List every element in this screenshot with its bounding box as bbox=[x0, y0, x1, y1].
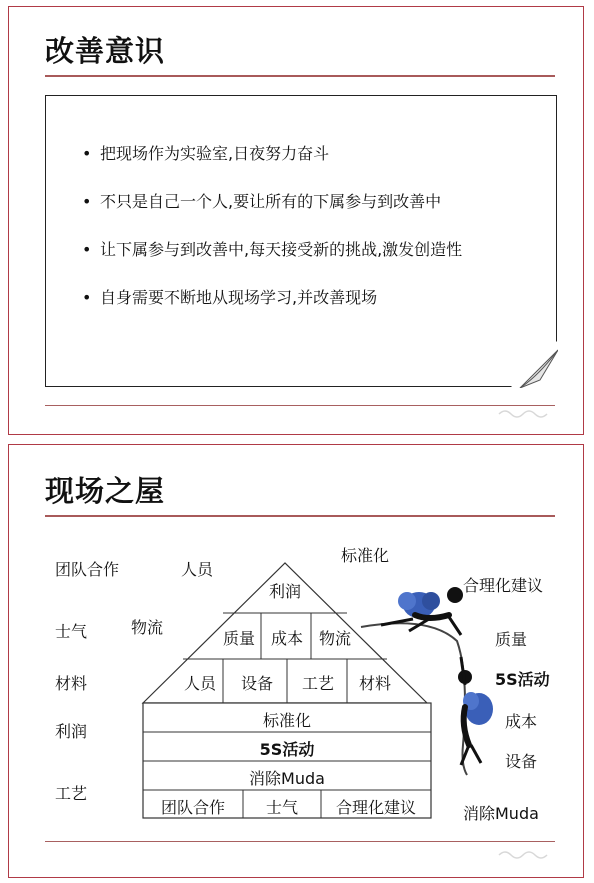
float-label: 物流 bbox=[131, 618, 164, 637]
float-label: 设备 bbox=[505, 752, 538, 771]
house-row-label: 标准化 bbox=[262, 711, 311, 730]
float-label: 5S活动 bbox=[495, 670, 550, 689]
bullet-item: • 不只是自己一个人,要让所有的下属参与到改善中 bbox=[82, 190, 462, 238]
float-label: 质量 bbox=[495, 630, 528, 649]
float-label: 利润 bbox=[55, 722, 88, 741]
roof-cell-label: 工艺 bbox=[301, 674, 334, 693]
house-row-label: 5S活动 bbox=[259, 740, 315, 759]
house-base-label: 合理化建议 bbox=[335, 798, 416, 817]
footer-rule bbox=[45, 841, 555, 842]
bullet-dot-icon: • bbox=[82, 288, 92, 307]
watermark-scribble-icon bbox=[497, 404, 557, 422]
title-rule bbox=[45, 75, 555, 77]
float-label: 标准化 bbox=[341, 546, 390, 565]
float-label: 消除Muda bbox=[463, 804, 539, 823]
slide-title: 现场之屋 bbox=[45, 474, 166, 508]
bullet-item: • 自身需要不断地从现场学习,并改善现场 bbox=[82, 286, 462, 334]
roof-cell-label: 质量 bbox=[222, 629, 255, 648]
float-label: 材料 bbox=[55, 674, 88, 693]
watermark-scribble-icon bbox=[497, 845, 557, 863]
bullet-dot-icon: • bbox=[82, 192, 92, 211]
roof-cell-label: 设备 bbox=[240, 674, 273, 693]
house-base-label: 士气 bbox=[265, 798, 298, 817]
float-label: 士气 bbox=[55, 622, 88, 641]
roof-cell-label: 人员 bbox=[183, 674, 216, 693]
bullet-dot-icon: • bbox=[82, 240, 92, 259]
slide-improvement-awareness bbox=[8, 6, 584, 435]
footer-rule bbox=[45, 405, 555, 406]
roof-cell-label: 成本 bbox=[270, 629, 303, 648]
bullet-dot-icon: • bbox=[82, 144, 92, 163]
page-curl-icon bbox=[510, 340, 558, 388]
roof-peak-label: 利润 bbox=[268, 582, 301, 601]
house-base-label: 团队合作 bbox=[160, 798, 225, 817]
note-box bbox=[45, 95, 557, 387]
house-row-label: 消除Muda bbox=[249, 769, 325, 788]
float-label: 团队合作 bbox=[55, 560, 120, 579]
bullet-list bbox=[82, 142, 462, 334]
roof-cell-label: 物流 bbox=[318, 629, 351, 648]
roof-cell-label: 材料 bbox=[358, 674, 391, 693]
float-label: 成本 bbox=[505, 712, 538, 731]
bullet-item: • 把现场作为实验室,日夜努力奋斗 bbox=[82, 142, 462, 190]
bullet-item: • 让下属参与到改善中,每天接受新的挑战,激发创造性 bbox=[82, 238, 462, 286]
float-label: 工艺 bbox=[55, 784, 88, 803]
slide-gemba-house bbox=[8, 444, 584, 878]
float-label: 合理化建议 bbox=[463, 576, 544, 595]
float-label: 人员 bbox=[181, 560, 214, 579]
slide-title: 改善意识 bbox=[45, 34, 166, 68]
